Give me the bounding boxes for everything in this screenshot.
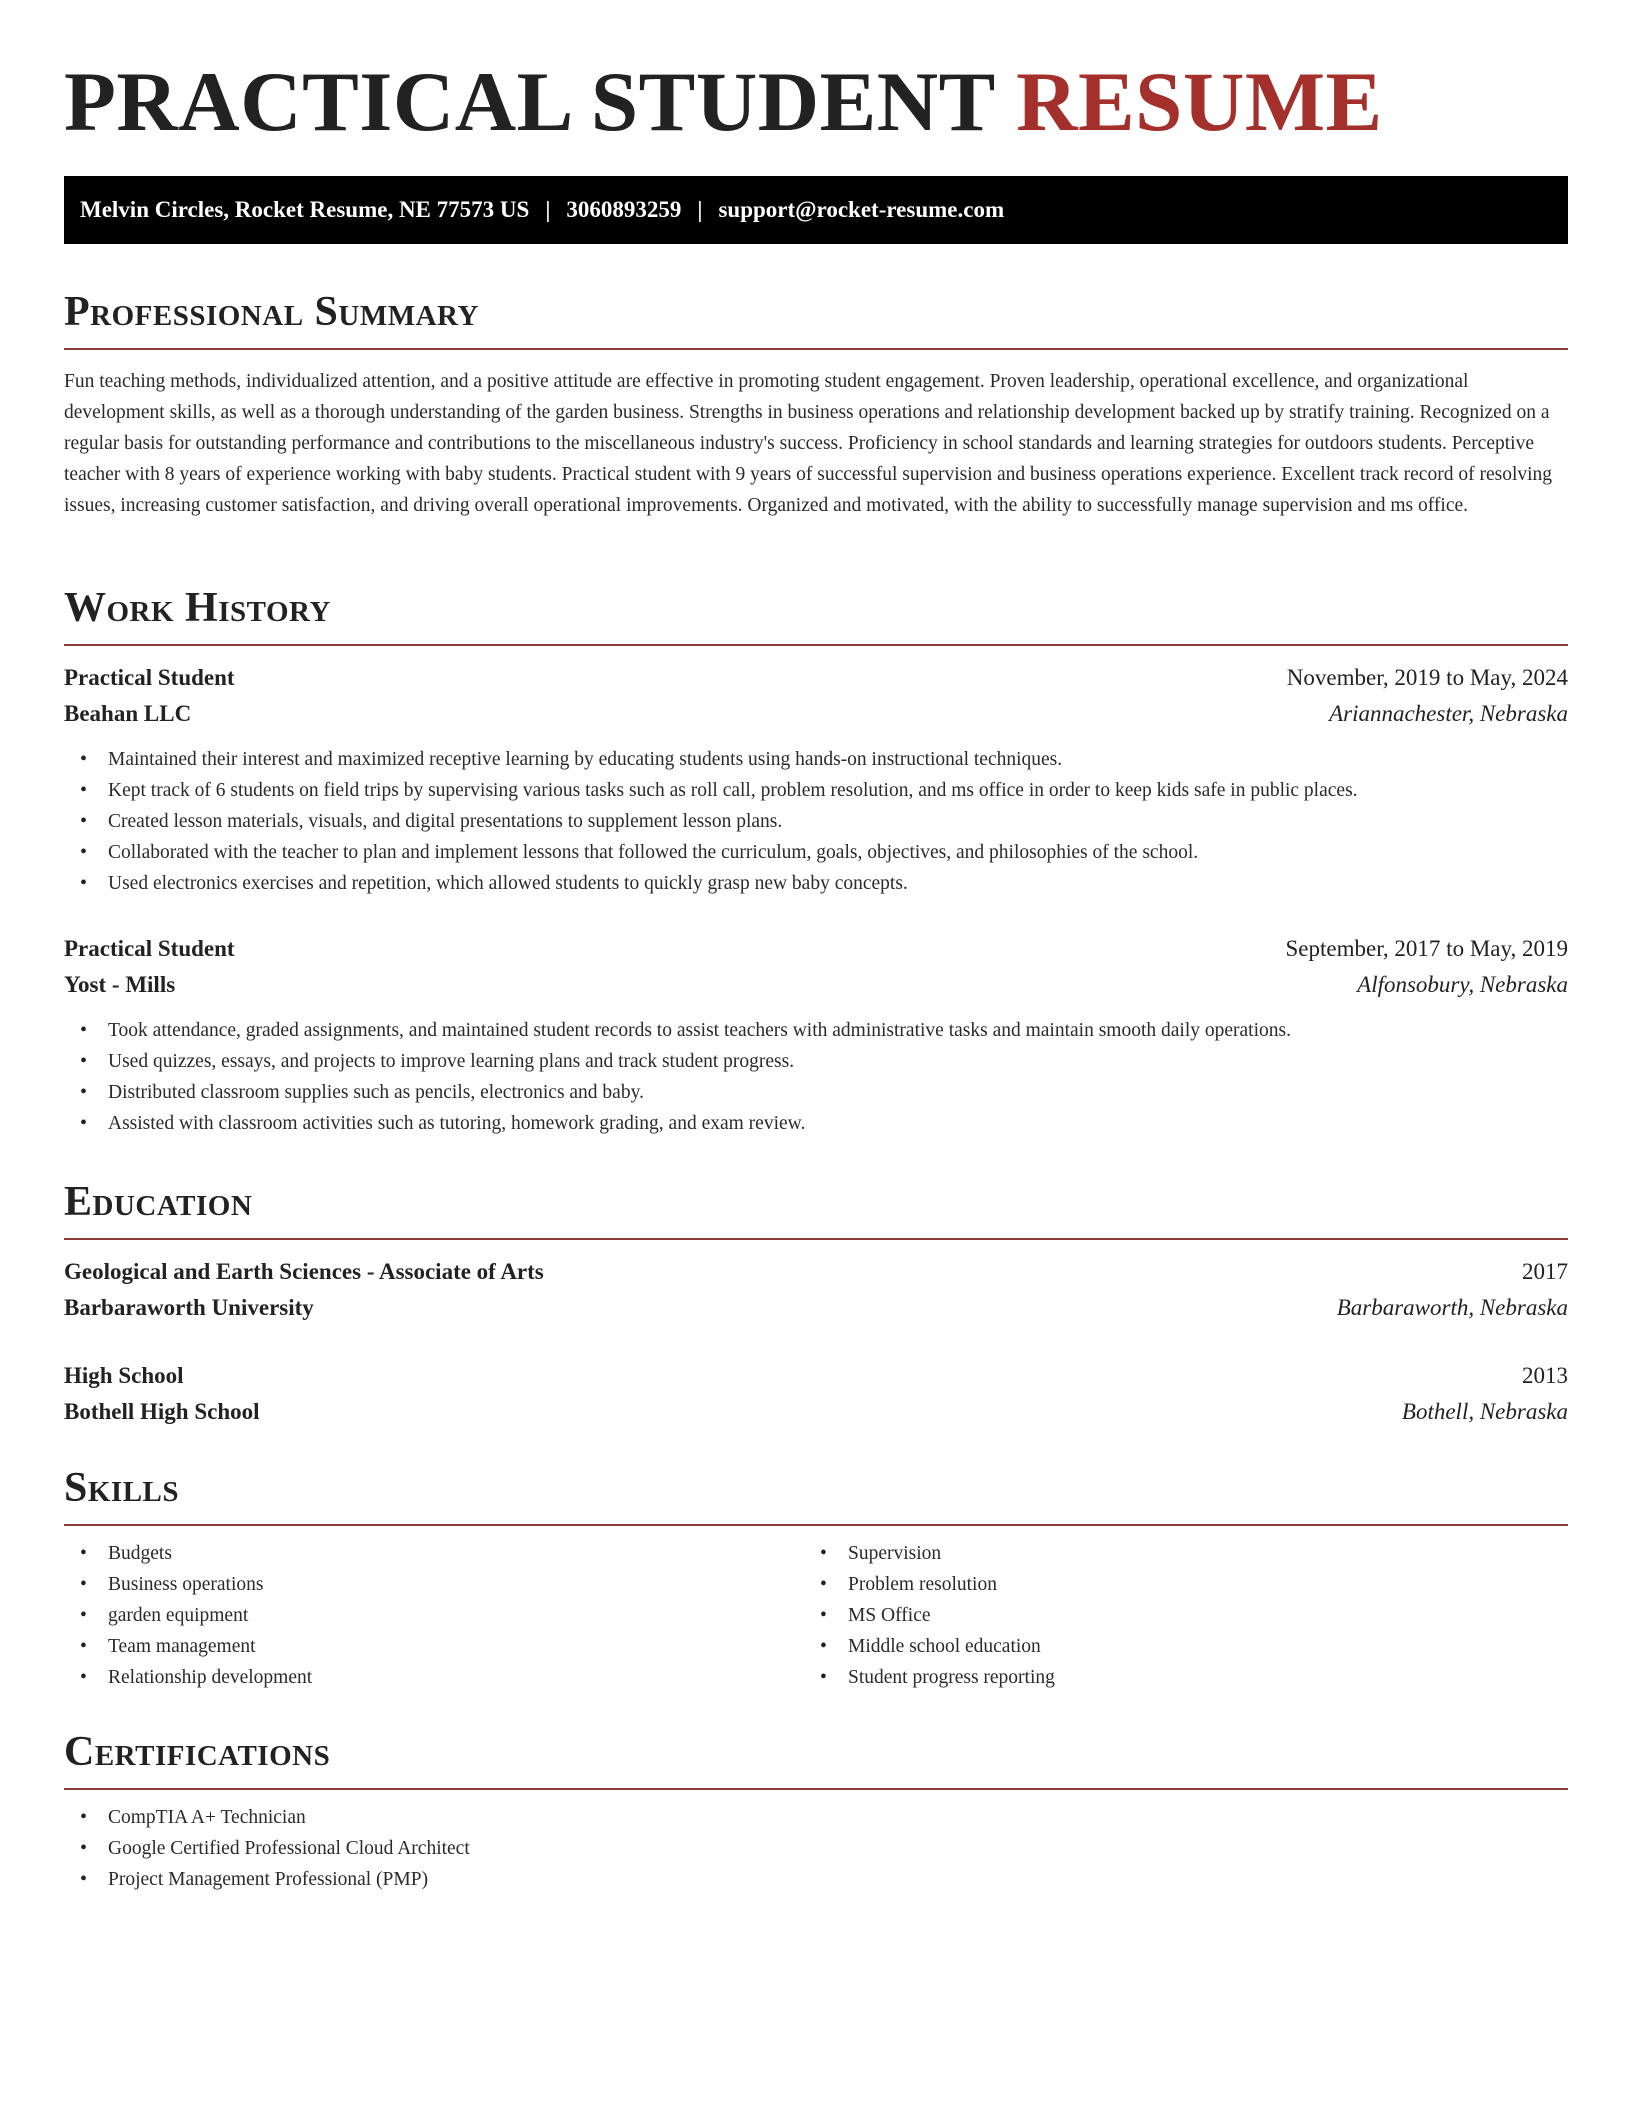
- list-item: • Supervision: [804, 1538, 1544, 1569]
- job-location: Ariannachester, Nebraska: [1329, 701, 1568, 726]
- job-location: Alfonsobury, Nebraska: [1357, 972, 1568, 997]
- section-heading-work: Work History: [64, 582, 1568, 646]
- list-item: • Kept track of 6 students on field trips by supervising various tasks such as roll call, problem resolution, and ms office in order to keep kids safe in public places.: [64, 775, 1568, 806]
- section-heading-skills: Skills: [64, 1462, 1568, 1526]
- job-company-row: [64, 967, 1568, 1003]
- list-item: • Relationship development: [64, 1662, 804, 1693]
- section-heading-summary: Professional Summary: [64, 286, 1568, 350]
- list-item: • Took attendance, graded assignments, and maintained student records to assist teachers with administrative tasks and maintain smooth daily operations.: [64, 1015, 1568, 1046]
- job-company-row: [64, 696, 1568, 732]
- list-item: • Student progress reporting: [804, 1662, 1544, 1693]
- job-company: Yost - Mills: [64, 972, 176, 997]
- job-company: Beahan LLC: [64, 701, 192, 726]
- job-dates: November, 2019 to May, 2024: [1286, 665, 1568, 690]
- contact-email: support@rocket-resume.com: [718, 197, 1005, 222]
- section-heading-certifications: Certifications: [64, 1726, 1568, 1790]
- education-location: Bothell, Nebraska: [1401, 1399, 1568, 1424]
- contact-separator: |: [697, 197, 703, 222]
- list-item: • Business operations: [64, 1569, 804, 1600]
- list-item: • MS Office: [804, 1600, 1544, 1631]
- certifications-list: [64, 1802, 1568, 1895]
- education-degree-row: [64, 1358, 1568, 1394]
- job-title: Practical Student: [64, 665, 235, 690]
- list-item: • Assisted with classroom activities such as tutoring, homework grading, and exam review.: [64, 1108, 1568, 1139]
- skills-list-right: [804, 1538, 1544, 1693]
- work-section: [64, 582, 1568, 1139]
- education-year: 2017: [1522, 1259, 1568, 1284]
- list-item: • Budgets: [64, 1538, 804, 1569]
- list-item: • Middle school education: [804, 1631, 1544, 1662]
- education-entry: [64, 1358, 1568, 1430]
- education-location: Barbaraworth, Nebraska: [1336, 1295, 1568, 1320]
- education-section: [64, 1176, 1568, 1430]
- job-title: Practical Student: [64, 936, 235, 961]
- job-entry: [64, 660, 1568, 899]
- education-year: 2013: [1522, 1363, 1568, 1388]
- section-heading-education: Education: [64, 1176, 1568, 1240]
- contact-address: Melvin Circles, Rocket Resume, NE 77573 US: [80, 197, 530, 222]
- job-title-row: [64, 931, 1568, 967]
- list-item: • Problem resolution: [804, 1569, 1544, 1600]
- certifications-section: [64, 1726, 1568, 1895]
- job-dates: September, 2017 to May, 2019: [1285, 936, 1568, 961]
- list-item: • Project Management Professional (PMP): [64, 1864, 1568, 1895]
- list-item: • CompTIA A+ Technician: [64, 1802, 1568, 1833]
- education-school: Barbaraworth University: [64, 1295, 314, 1320]
- job-bullets: [64, 744, 1568, 899]
- list-item: • Distributed classroom supplies such as pencils, electronics and baby.: [64, 1077, 1568, 1108]
- contact-separator: |: [545, 197, 551, 222]
- list-item: • Maintained their interest and maximized receptive learning by educating students using hands-on instructional techniques.: [64, 744, 1568, 775]
- contact-phone: 3060893259: [566, 197, 682, 222]
- list-item: • Team management: [64, 1631, 804, 1662]
- list-item: • Collaborated with the teacher to plan and implement lessons that followed the curriculum, goals, objectives, and philosophies of the school.: [64, 837, 1568, 868]
- list-item: • Created lesson materials, visuals, and digital presentations to supplement lesson plans.: [64, 806, 1568, 837]
- summary-text: Fun teaching methods, individualized attention, and a positive attitude are effective in promoting student engagement. Proven leadership, operational excellence, and organizational development skills, as well as a thorough understanding of the garden business. Strengths in business operations and relationship development backed up by stratify training. Recognized on a regular basis for outstanding performance and contributions to the miscellaneous industry's success. Proficiency in school standards and learning strategies for outdoors students. Perceptive teacher with 8 years of experience working with baby students. Practical student with 9 years of successful supervision and business operations experience. Excellent track record of resolving issues, increasing customer satisfaction, and driving overall operational improvements. Organized and motivated, with the ability to successfully manage supervision and ms office.: [64, 371, 1553, 516]
- skills-columns: [64, 1538, 1568, 1693]
- education-degree: Geological and Earth Sciences - Associate of Arts: [64, 1259, 544, 1284]
- education-school-row: [64, 1290, 1568, 1326]
- list-item: • Used electronics exercises and repetition, which allowed students to quickly grasp new baby concepts.: [64, 868, 1568, 899]
- job-bullets: [64, 1015, 1568, 1139]
- education-degree: High School: [64, 1363, 184, 1388]
- education-degree-row: [64, 1254, 1568, 1290]
- list-item: • Google Certified Professional Cloud Architect: [64, 1833, 1568, 1864]
- resume-title: [64, 52, 1383, 152]
- list-item: • Used quizzes, essays, and projects to improve learning plans and track student progress.: [64, 1046, 1568, 1077]
- title-main: PRACTICAL STUDENT: [64, 55, 995, 149]
- skills-list-left: [64, 1538, 804, 1693]
- job-entry: [64, 931, 1568, 1139]
- education-entry: [64, 1254, 1568, 1326]
- education-school-row: [64, 1394, 1568, 1430]
- skills-section: [64, 1462, 1568, 1693]
- job-title-row: [64, 660, 1568, 696]
- summary-section: [64, 286, 1568, 521]
- title-accent: RESUME: [1016, 55, 1383, 149]
- list-item: • garden equipment: [64, 1600, 804, 1631]
- contact-bar: [64, 176, 1568, 244]
- education-school: Bothell High School: [64, 1399, 260, 1424]
